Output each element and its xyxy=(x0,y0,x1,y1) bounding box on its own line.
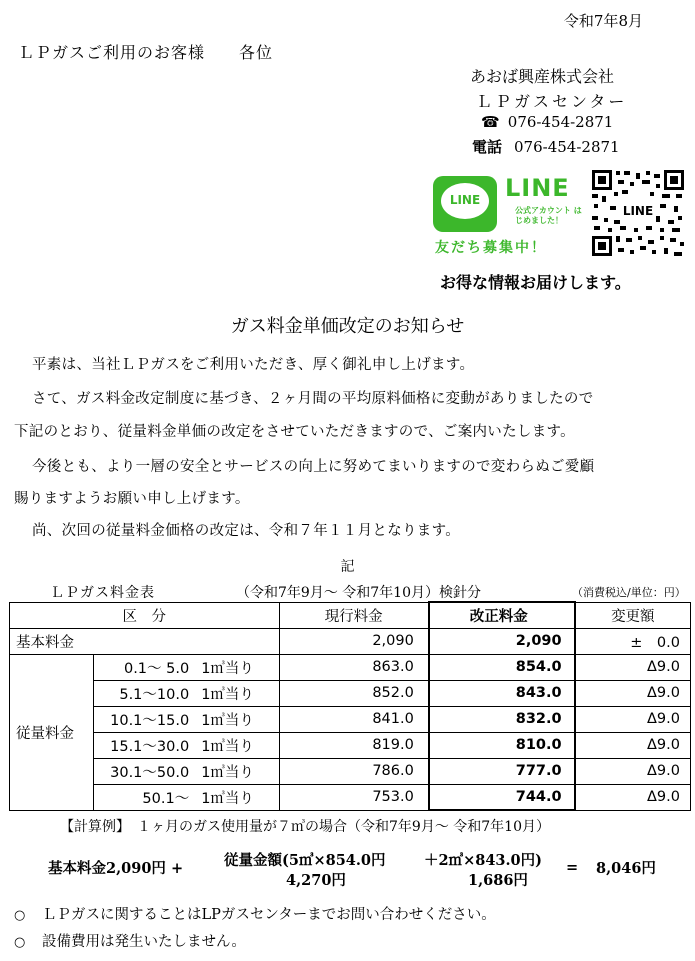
recipient-line: ＬＰガスご利用のお客様 各位 xyxy=(18,43,274,62)
paragraph: 平素は、当社ＬＰガスをご利用いただき、厚く御礼申し上げます。 xyxy=(32,357,475,373)
usage-range: 5.1～10.0 xyxy=(93,680,197,706)
basic-fee-revised: 2,090 xyxy=(429,628,575,654)
tel-line xyxy=(472,136,620,157)
usage-change: Δ9.0 xyxy=(575,758,691,784)
usage-current: 841.0 xyxy=(279,706,429,732)
ki-marker: 記 xyxy=(340,559,355,575)
usage-current: 863.0 xyxy=(279,654,429,680)
calc-usage-first-subtotal: 4,270円 xyxy=(286,872,346,889)
usage-per-unit: 1㎥当り xyxy=(197,732,279,758)
table-period: （令和7年9月～ 令和7年10月）検針分 xyxy=(236,585,481,601)
basic-fee-change: ± 0.0 xyxy=(575,628,691,654)
qr-code-icon[interactable] xyxy=(590,168,686,258)
fax-number: 076-454-2871 xyxy=(507,113,614,131)
table-row xyxy=(10,784,691,810)
usage-change: Δ9.0 xyxy=(575,654,691,680)
usage-revised: 832.0 xyxy=(429,706,575,732)
paragraph: 尚、次回の従量料金価格の改定は、令和７年１１月となります。 xyxy=(32,523,461,539)
usage-per-unit: 1㎥当り xyxy=(197,758,279,784)
paragraph: 賜りますようお願い申し上げます。 xyxy=(14,491,250,507)
basic-fee-current: 2,090 xyxy=(279,628,429,654)
calc-usage-second-subtotal: 1,686円 xyxy=(468,872,528,889)
table-row xyxy=(10,732,691,758)
note-text: 設備費用は発生いたしません。 xyxy=(42,934,246,950)
calc-base-fee: 基本料金2,090円 + xyxy=(48,860,184,877)
basic-fee-label: 基本料金 xyxy=(10,628,280,654)
usage-revised: 777.0 xyxy=(429,758,575,784)
tel-number: 076-454-2871 xyxy=(514,138,620,156)
fax-line xyxy=(481,113,613,131)
usage-current: 786.0 xyxy=(279,758,429,784)
document-date: 令和7年8月 xyxy=(563,12,643,30)
note-item xyxy=(14,903,496,924)
paragraph: 今後とも、より一層の安全とサービスの向上に努めてまいりますので変わらぬご愛顧 xyxy=(32,459,595,475)
usage-revised: 854.0 xyxy=(429,654,575,680)
table-title: ＬＰガス料金表 xyxy=(50,585,155,601)
line-wordmark: LINE xyxy=(505,174,570,202)
table-row xyxy=(10,628,691,654)
usage-change: Δ9.0 xyxy=(575,680,691,706)
line-official-text: 公式アカウント はじめました！ xyxy=(515,206,582,225)
calc-equals: = xyxy=(566,859,579,876)
usage-per-unit: 1㎥当り xyxy=(197,784,279,810)
note-item xyxy=(14,930,246,951)
line-logo-text: LINE xyxy=(449,193,481,207)
header-category: 区 分 xyxy=(10,602,280,628)
header-current: 現行料金 xyxy=(279,602,429,628)
table-row xyxy=(10,758,691,784)
notice-title: ガス料金単価改定のお知らせ xyxy=(230,316,465,337)
usage-change: Δ9.0 xyxy=(575,706,691,732)
calc-usage-second: ＋2㎥×843.0円) xyxy=(424,852,543,869)
usage-revised: 843.0 xyxy=(429,680,575,706)
rate-table xyxy=(9,601,691,811)
usage-per-unit: 1㎥当り xyxy=(197,680,279,706)
tel-label: 電話 xyxy=(472,138,503,156)
usage-range: 0.1～ 5.0 xyxy=(93,654,197,680)
usage-fee-label: 従量料金 xyxy=(10,654,94,810)
table-unit-note: （消費税込/単位：円） xyxy=(572,586,686,599)
usage-per-unit: 1㎥当り xyxy=(197,706,279,732)
calc-example-heading: 【計算例】 １ヶ月のガス使用量が７㎥の場合（令和7年9月～ 令和7年10月） xyxy=(60,819,550,835)
calc-total: 8,046円 xyxy=(596,860,656,877)
circle-bullet-icon: ○ xyxy=(14,908,26,923)
usage-change: Δ9.0 xyxy=(575,784,691,810)
usage-range: 50.1～ xyxy=(93,784,197,810)
usage-change: Δ9.0 xyxy=(575,732,691,758)
paragraph: さて、ガス料金改定制度に基づき、２ヶ月間の平均原料価格に変動がありましたので xyxy=(32,391,594,407)
usage-current: 852.0 xyxy=(279,680,429,706)
table-row xyxy=(10,654,691,680)
circle-bullet-icon: ○ xyxy=(14,935,26,950)
table-row xyxy=(10,680,691,706)
company-name: あおば興産株式会社 xyxy=(470,67,615,86)
line-friends-text: 友だち募集中！ xyxy=(435,240,547,256)
header-revised: 改正料金 xyxy=(429,602,575,628)
qr-line-label: LINE xyxy=(622,204,654,218)
usage-revised: 810.0 xyxy=(429,732,575,758)
header-change: 変更額 xyxy=(575,602,691,628)
center-name: ＬＰガスセンター xyxy=(476,92,628,111)
usage-revised: 744.0 xyxy=(429,784,575,810)
info-message: お得な情報お届けします。 xyxy=(440,273,631,292)
usage-range: 10.1～15.0 xyxy=(93,706,197,732)
usage-current: 753.0 xyxy=(279,784,429,810)
note-text: ＬＰガスに関することはLPガスセンターまでお問い合わせください。 xyxy=(42,907,496,923)
usage-range: 15.1～30.0 xyxy=(93,732,197,758)
paragraph: 下記のとおり、従量料金単価の改定をさせていただきますので、ご案内いたします。 xyxy=(14,424,575,440)
table-header-row xyxy=(10,602,691,628)
usage-range: 30.1～50.0 xyxy=(93,758,197,784)
usage-per-unit: 1㎥当り xyxy=(197,654,279,680)
usage-current: 819.0 xyxy=(279,732,429,758)
fax-phone-icon: ☎ xyxy=(481,113,500,131)
table-row xyxy=(10,706,691,732)
line-banner[interactable] xyxy=(433,172,587,262)
calc-usage-first: 従量金額(5㎥×854.0円 xyxy=(224,852,386,869)
